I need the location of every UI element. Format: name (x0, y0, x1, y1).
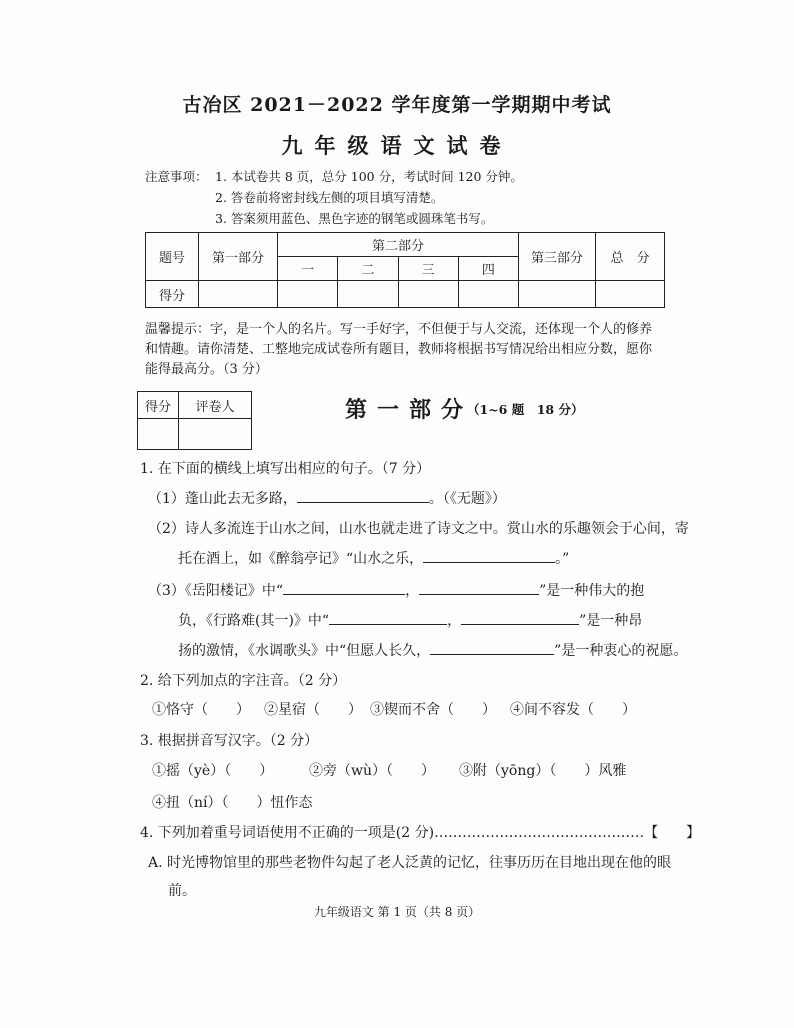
grader-table (137, 391, 252, 450)
score-cell[interactable] (338, 281, 398, 308)
answer-blank[interactable] (329, 610, 447, 625)
q1-3b-comma: ， (447, 613, 462, 629)
question-4-stem: 4. 下列加着重号词语使用不正确的一项是(2 分)………………………………………【 】 (140, 825, 701, 841)
question-1-2-line2 (178, 548, 569, 568)
answer-blank[interactable] (423, 548, 555, 563)
score-cell[interactable] (278, 281, 338, 308)
score-cell[interactable] (398, 281, 458, 308)
score-table-header: 第三部分 (519, 233, 596, 281)
q1-3b-text: 负，《行路难(其一)》中“ (178, 613, 330, 629)
tip-line: 和情趣。请你清楚、工整地完成试卷所有题目，教师将根据书写情况给出相应分数，愿你 (145, 342, 653, 357)
question-3-item: ③附（yōng）（ ）风雅 (459, 763, 627, 779)
q1-3-text: （3）《岳阳楼记》中“ (148, 583, 284, 599)
question-2-item: ②星宿（ ） (264, 702, 362, 718)
score-cell[interactable] (199, 281, 278, 308)
question-1-3-line1 (148, 580, 644, 600)
score-table-subheader: 四 (458, 257, 518, 281)
question-2-item: ③锲而不舍（ ） (370, 702, 496, 718)
score-table-header: 题号 (146, 233, 199, 281)
question-3-item: ②旁（wù）（ ） (309, 763, 435, 779)
score-table-header: 第一部分 (199, 233, 278, 281)
question-1-1 (148, 488, 506, 508)
score-cell[interactable] (458, 281, 518, 308)
section-title: 第一部分 (345, 397, 474, 423)
grader-score-cell[interactable] (138, 419, 179, 450)
question-3-stem: 3. 根据拼音写汉字。（2 分） (140, 733, 319, 749)
tip-line: 温馨提示：字，是一个人的名片。写一手好字，不但便于与人交流，还体现一个人的修养 (145, 322, 653, 337)
grader-reviewer-label: 评卷人 (179, 392, 252, 419)
score-table-header: 总 分 (596, 233, 665, 281)
notice-item: 2. 答卷前将密封线左侧的项目填写清楚。 (215, 190, 444, 205)
question-3-item: ④扭（ní）（ ）忸作态 (152, 795, 313, 811)
score-table-subheader: 一 (278, 257, 338, 281)
question-2-item: ④间不容发（ ） (510, 702, 636, 718)
exam-subtitle: 九年级语文试卷 (281, 133, 513, 158)
q1-3c-end: ”是一种衷心的祝愿。 (554, 643, 688, 659)
section-range: （1~6 题 18 分） (467, 402, 584, 417)
answer-blank[interactable] (297, 488, 429, 503)
notice-label: 注意事项： (145, 169, 208, 184)
answer-blank[interactable] (461, 610, 579, 625)
question-4-option-a: A. 时光博物馆里的那些老物件勾起了老人泛黄的记忆，往事历历在目地出现在他的眼 (148, 855, 672, 871)
question-1-stem: 1. 在下面的横线上填写出相应的句子。（7 分） (140, 461, 431, 477)
score-cell[interactable] (596, 281, 665, 308)
notice-item: 3. 答案须用蓝色、黑色字迹的钢笔或圆珠笔书写。 (215, 211, 494, 226)
question-3-item: ①摇（yè）（ ） (152, 763, 274, 779)
score-table (145, 232, 665, 308)
q1-3-end: ”是一种伟大的抱 (539, 583, 645, 599)
grader-score-label: 得分 (138, 392, 179, 419)
tip-line: 能得最高分。（3 分） (145, 362, 268, 377)
question-1-2-line1: （2）诗人多流连于山水之间，山水也就走进了诗文之中。赏山水的乐趣领会于心间，寄 (148, 521, 689, 537)
question-4-option-a-cont: 前。 (168, 883, 196, 899)
question-1-3-line2 (178, 610, 642, 630)
score-table-header: 第二部分 (278, 233, 519, 257)
score-row-label: 得分 (146, 281, 199, 308)
answer-blank[interactable] (419, 580, 539, 595)
score-table-subheader: 三 (398, 257, 458, 281)
answer-blank[interactable] (283, 580, 405, 595)
q1-3-comma: ， (405, 583, 420, 599)
q1-3c-text: 扬的激情，《水调歌头》中“但愿人长久， (178, 643, 431, 659)
exam-title: 古冶区 2021－2022 学年度第一学期期中考试 (182, 94, 612, 116)
score-cell[interactable] (519, 281, 596, 308)
grader-reviewer-cell[interactable] (179, 419, 252, 450)
q1-1-text: （1）蓬山此去无多路， (148, 491, 297, 507)
question-2-stem: 2. 给下列加点的字注音。（2 分） (140, 673, 347, 689)
question-2-item: ①恪守（ ） (152, 702, 250, 718)
q1-3b-end: ”是一种昂 (579, 613, 643, 629)
q1-2-end: 。” (555, 551, 570, 567)
notice-item: 1. 本试卷共 8 页，总分 100 分，考试时间 120 分钟。 (215, 169, 523, 184)
score-table-subheader: 二 (338, 257, 398, 281)
q1-1-source: 。（《无题》） (428, 491, 506, 507)
page-footer: 九年级语文 第 1 页（共 8 页） (313, 905, 481, 919)
q1-2-text: 托在酒上，如《醉翁亭记》“山水之乐， (178, 551, 424, 567)
question-1-3-line3 (178, 640, 687, 660)
answer-blank[interactable] (430, 640, 554, 655)
